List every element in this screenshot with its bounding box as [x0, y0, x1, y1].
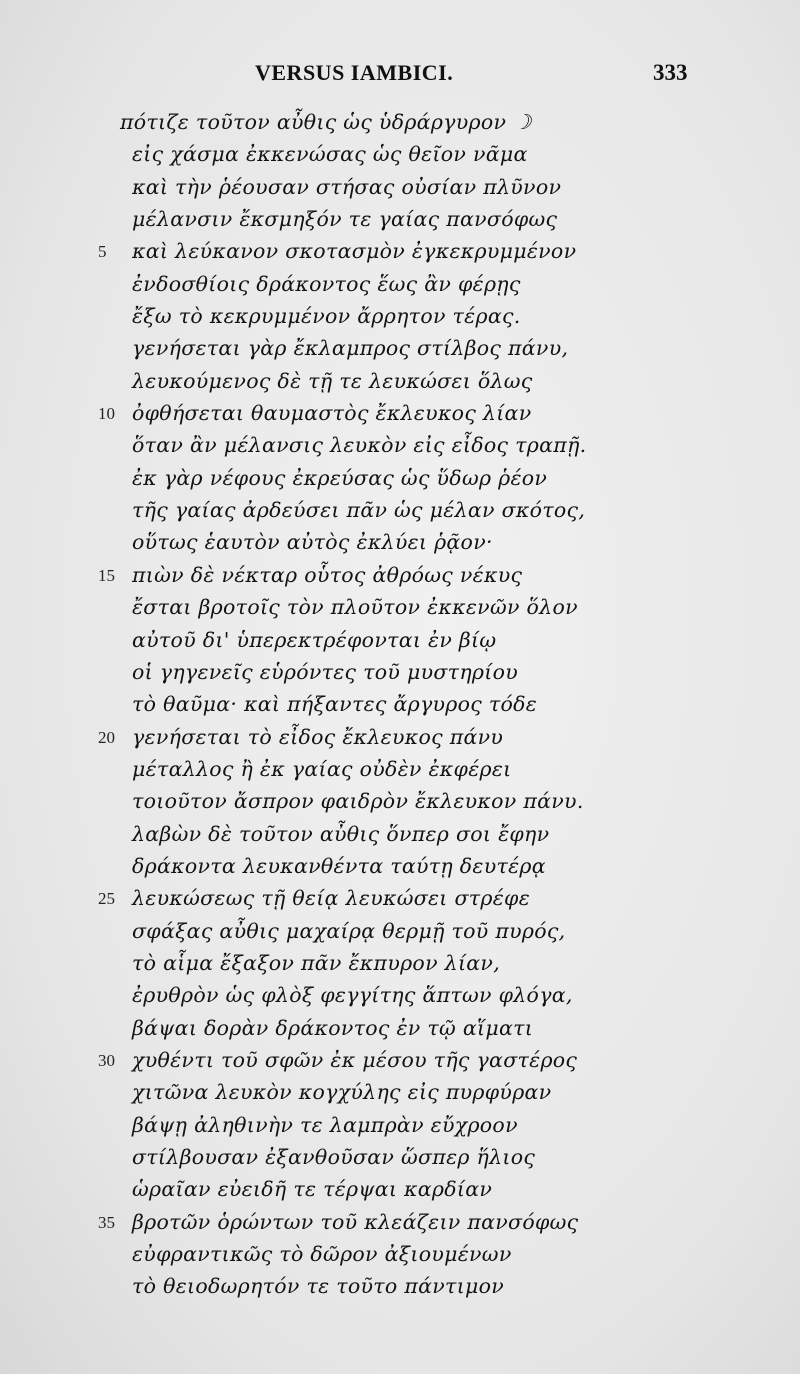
- running-title: VERSUS IAMBICI.: [255, 60, 454, 85]
- verse-text: πιὼν δὲ νέκταρ οὗτος ἀθρόως νέκυς: [132, 562, 523, 587]
- verse-text: λευκώσεως τῇ θείᾳ λευκώσει στρέφε: [132, 886, 531, 911]
- verse-text: ἐρυθρὸν ὡς φλὸξ φεγγίτης ἅπτων φλόγα,: [132, 983, 573, 1008]
- verse-line: [0, 656, 800, 688]
- page-header: [0, 60, 800, 90]
- verse-line: [0, 300, 800, 332]
- verse-line: [0, 915, 800, 947]
- verse-line: [0, 947, 800, 979]
- line-number: 25: [98, 889, 115, 909]
- verse-text: εἰς χάσμα ἐκκενώσας ὡς θεῖον νᾶμα: [132, 142, 528, 167]
- verse-line: [0, 785, 800, 817]
- verse-line: [0, 268, 800, 300]
- line-number: 10: [98, 404, 115, 424]
- verse-text: μέταλλος ἢ ἐκ γαίας οὐδὲν ἐκφέρει: [132, 756, 512, 781]
- verse-line: [0, 753, 800, 785]
- verse-text: λευκούμενος δὲ τῇ τε λευκώσει ὅλως: [132, 368, 533, 393]
- verse-text: χυθέντι τοῦ σφῶν ἐκ μέσου τῆς γαστέρος: [132, 1047, 578, 1072]
- verse-line: [0, 1270, 800, 1302]
- verse-line: [0, 624, 800, 656]
- verse-line: [0, 429, 800, 461]
- verse-line: [0, 1109, 800, 1141]
- verse-text: ἔξω τὸ κεκρυμμένον ἄρρητον τέρας.: [132, 304, 521, 329]
- line-number: 5: [98, 242, 107, 262]
- verse-text: σφάξας αὖθις μαχαίρᾳ θερμῇ τοῦ πυρός,: [132, 918, 566, 943]
- verse-line: [0, 559, 800, 591]
- verse-line: [0, 979, 800, 1011]
- verse-text: δράκοντα λευκανθέντα ταύτῃ δευτέρᾳ: [132, 853, 546, 878]
- verse-text: γενήσεται γὰρ ἔκλαμπρος στίλβος πάνυ,: [132, 336, 569, 361]
- verse-line: [0, 171, 800, 203]
- verse-text: ὡραῖαν εὐειδῆ τε τέρψαι καρδίαν: [132, 1177, 493, 1202]
- verse-line: [0, 138, 800, 170]
- verse-text: τὸ θειοδωρητόν τε τοῦτο πάντιμον: [132, 1274, 505, 1299]
- verse-line: [0, 882, 800, 914]
- verse-text: οἱ γηγενεῖς εὑρόντες τοῦ μυστηρίου: [132, 659, 518, 684]
- verse-line: [0, 235, 800, 267]
- verse-text: γενήσεται τὸ εἶδος ἔκλευκος πάνυ: [132, 724, 504, 749]
- line-number: 20: [98, 727, 115, 747]
- verse-line: [0, 591, 800, 623]
- verse-text: καὶ τὴν ῥέουσαν στήσας οὐσίαν πλῦνον: [132, 174, 562, 199]
- verse-line: [0, 1012, 800, 1044]
- verse-block: [0, 106, 800, 1303]
- verse-line: [0, 1044, 800, 1076]
- verse-text: ὅταν ἂν μέλανσις λευκὸν εἰς εἶδος τραπῇ.: [132, 433, 587, 458]
- verse-text: στίλβουσαν ἐξανθοῦσαν ὥσπερ ἥλιος: [132, 1145, 536, 1169]
- verse-text: οὕτως ἑαυτὸν αὐτὸς ἐκλύει ῥᾷον·: [132, 530, 493, 555]
- verse-text: ἐκ γὰρ νέφους ἐκρεύσας ὡς ὕδωρ ῥέον: [132, 465, 548, 490]
- verse-line: [0, 203, 800, 235]
- verse-text: τὸ αἷμα ἔξαξον πᾶν ἔκπυρον λίαν,: [132, 950, 501, 975]
- verse-text: λαβὼν δὲ τοῦτον αὖθις ὅνπερ σοι ἔφην: [132, 821, 550, 846]
- verse-text: τοιοῦτον ἄσπρον φαιδρὸν ἔκλευκον πάνυ.: [132, 789, 584, 814]
- verse-line: [0, 1238, 800, 1270]
- verse-text: βάψαι δορὰν δράκοντος ἐν τῷ αἵματι: [132, 1015, 534, 1040]
- verse-text: χιτῶνα λευκὸν κογχύλης εἰς πυρφύραν: [132, 1080, 552, 1105]
- verse-text: τὸ θαῦμα· καὶ πήξαντες ἄργυρος τόδε: [132, 692, 538, 717]
- verse-line: [0, 332, 800, 364]
- verse-line: [0, 526, 800, 558]
- verse-line: [0, 850, 800, 882]
- verse-text: πότιζε τοῦτον αὖθις ὡς ὑδράργυρον ☽: [120, 110, 532, 134]
- verse-text: βροτῶν ὁρώντων τοῦ κλεάζειν πανσόφως: [132, 1209, 579, 1234]
- line-number: 15: [98, 565, 115, 585]
- verse-text: καὶ λεύκανον σκοτασμὸν ἐγκεκρυμμένον: [132, 239, 577, 264]
- verse-line: [0, 1173, 800, 1205]
- verse-line: [0, 494, 800, 526]
- verse-text: ἐνδοσθίοις δράκοντος ἕως ἂν φέρῃς: [132, 271, 521, 296]
- verse-line: [0, 721, 800, 753]
- verse-text: μέλανσιν ἔκσμηξόν τε γαίας πανσόφως: [132, 207, 558, 232]
- verse-line: [0, 1141, 800, 1173]
- verse-line: [0, 1206, 800, 1238]
- verse-line: [0, 1076, 800, 1108]
- verse-line: [0, 462, 800, 494]
- verse-text: ἔσται βροτοῖς τὸν πλοῦτον ἐκκενῶν ὅλον: [132, 595, 578, 620]
- verse-text: βάψῃ ἀληθινὴν τε λαμπρὰν εὔχροον: [132, 1112, 518, 1137]
- verse-text: εὐφραντικῶς τὸ δῶρον ἀξιουμένων: [132, 1242, 512, 1267]
- verse-line: [0, 688, 800, 720]
- verse-text: τῆς γαίας ἀρδεύσει πᾶν ὡς μέλαν σκότος,: [132, 498, 586, 523]
- verse-line: [0, 365, 800, 397]
- verse-text: αὐτοῦ δι' ὑπερεκτρέφονται ἐν βίῳ: [132, 627, 497, 652]
- verse-line: [0, 397, 800, 429]
- line-number: 35: [98, 1212, 115, 1232]
- verse-line: [0, 818, 800, 850]
- page-number: 333: [653, 60, 688, 85]
- line-number: 30: [98, 1050, 115, 1070]
- verse-text: ὀφθήσεται θαυμαστὸς ἔκλευκος λίαν: [132, 401, 532, 426]
- verse-line: [0, 106, 800, 138]
